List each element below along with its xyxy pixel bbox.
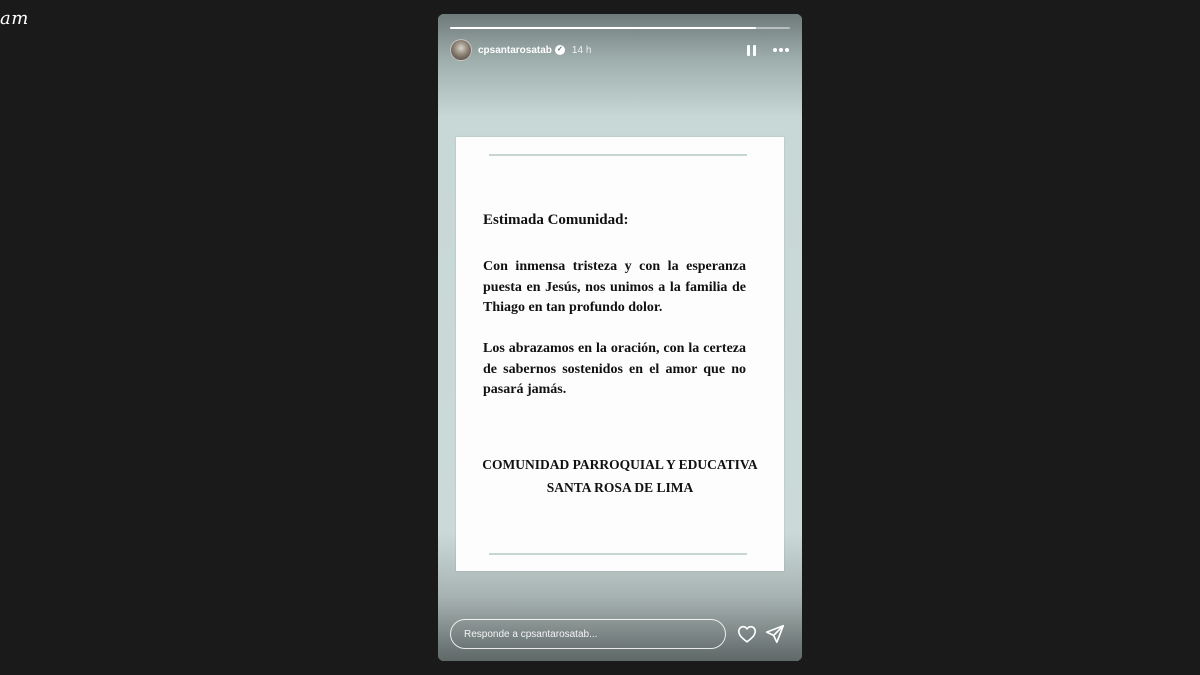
card-divider-bottom — [489, 553, 747, 555]
instagram-logo-fragment: am — [0, 8, 29, 29]
send-icon[interactable] — [764, 623, 786, 645]
letter-greeting: Estimada Comunidad: — [483, 212, 629, 228]
story-progress-fill — [450, 27, 756, 29]
story-footer — [450, 618, 790, 650]
pause-bar-left — [747, 45, 750, 56]
story-header — [450, 38, 790, 62]
heart-icon[interactable] — [736, 623, 758, 645]
card-divider-top — [489, 154, 747, 156]
post-time: 14 h — [571, 44, 592, 56]
story-progress-bar — [450, 27, 790, 29]
signature-line-2: SANTA ROSA DE LIMA — [546, 480, 694, 495]
more-dot — [773, 48, 777, 52]
avatar[interactable] — [450, 39, 472, 61]
story-image-card — [456, 137, 784, 571]
more-dot — [785, 48, 789, 52]
signature-line-1: COMUNIDAD PARROQUIAL Y EDUCATIVA — [482, 457, 758, 472]
letter-paragraph-1: Con inmensa tristeza y con la esperanza puesta en Jesús, nos unimos a la familia de Thiago en tan profundo dolor. — [483, 259, 746, 315]
pause-icon[interactable] — [744, 43, 758, 57]
story-viewer — [438, 14, 802, 661]
more-options-icon[interactable] — [772, 43, 790, 57]
more-dot — [779, 48, 783, 52]
pause-bar-right — [753, 45, 756, 56]
letter-paragraph-2: Los abrazamos en la oración, con la certeza de sabernos sostenidos en el amor que no pasará jamás. — [483, 341, 746, 397]
username[interactable]: cpsantarosatab — [478, 44, 552, 56]
verified-badge-icon: ✓ — [555, 45, 565, 55]
reply-input[interactable] — [450, 619, 726, 649]
